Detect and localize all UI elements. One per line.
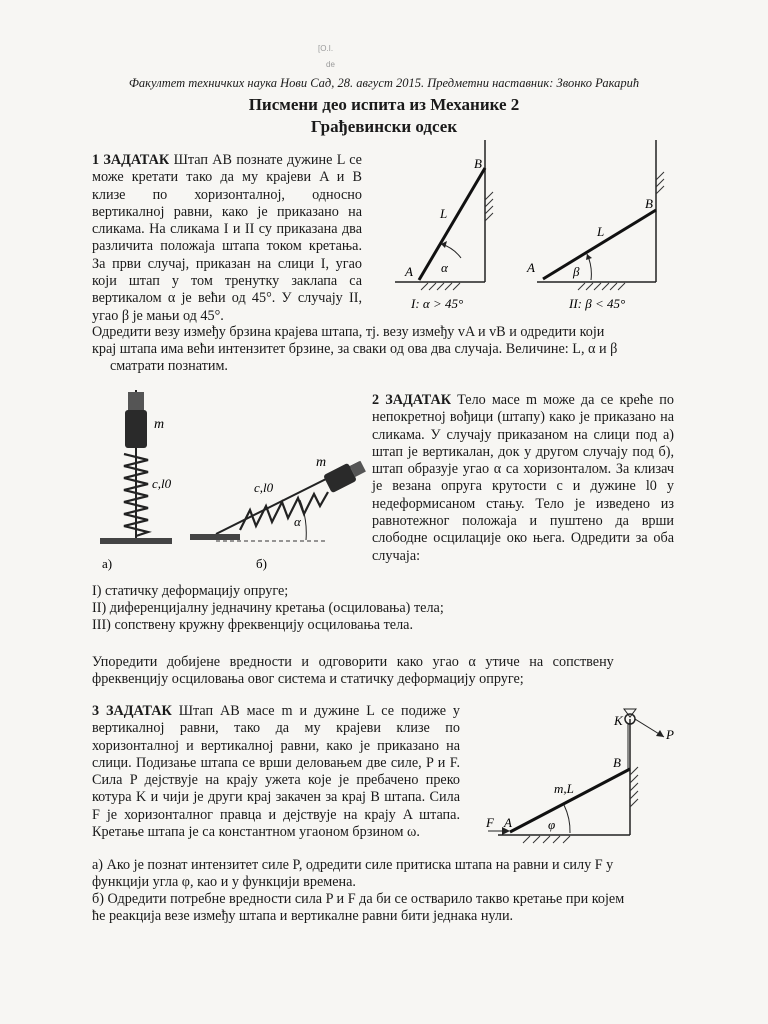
task3-body: Штап AB масе m и дужине L се подиже у вертикалној равни, тако да му крајеви клизе по хоризонталној и вертикалној равни, како је приказано на слици. Подизање штапа се врши деловањем две силе, P и F. Сила P дејствује на крају ужета које је пребачено преко котура K и чији је други крај закачен за крај B штапа. Сила F је хоризонталног правца и дејствује на крају A штапа. Кретање штапа је са константном угаоном брзином ω.	[92, 703, 460, 841]
fig3-label-ml: m,L	[554, 781, 574, 796]
fig1-label-a: A	[405, 264, 413, 279]
fig-a-mass: m	[154, 417, 165, 432]
fig1-label-l: L	[440, 206, 448, 221]
task2-body: Тело масе m може да се креће по непокретној вођици (штапу) како је приказано на сликама. У случају приказаном на слици под а) штап је вертикалан, док у другом случају под б), штап образује угао α са хоризонталом. За клизач је везана опруга крутости c и дужине l0 у недеформисаном стању. Тело је изведено из равнотежног положаја и пуштено да врши слободне осцилације око њега. Одредити за оба случаја:	[372, 392, 674, 564]
fig-a-spring: c,l0	[152, 476, 172, 491]
task2-heading: 2 ЗАДАТАК	[372, 392, 452, 408]
task1-line-1: Одредити везу између брзина крајева штапа, тј. везу између vA и vB и одредити који	[92, 324, 605, 340]
task1-line-2: крај штапа има већи интензитет брзине, за сваки од ова два случаја. Величине: L, α и β	[92, 341, 618, 357]
fig-a-caption: а)	[102, 556, 113, 571]
task2-item-1: I) статичку деформацију опруге;	[92, 583, 289, 599]
fig3-label-a: A	[504, 815, 512, 830]
task3-item-2: функцији угла φ, као и у функцији времена.	[92, 874, 356, 890]
task3-item-3: б) Одредити потребне вредности сила P и F да би се остварило такво кретање при којем	[92, 891, 625, 907]
task3-heading: 3 ЗАДАТАК	[92, 703, 172, 719]
fig3-label-k: K	[614, 713, 623, 728]
task1-body: Штап AB познате дужине L се може кретати тако да му крајеви A и B клизе по хоризонталној, односно вертикалној равни, како је приказано на сликама. На сликама I и II су приказана два различита положаја штапа током кретања. За први случај, приказан на слици I, угао који штап у том тренутку заклапа са вертикалом α је већи од 45°. У случају II, угао β је мањи од 45°.	[92, 152, 362, 324]
task1-line-3: сматрати познатим.	[110, 358, 228, 374]
fig-b-mass: m	[316, 455, 327, 470]
fig2-label-a: A	[527, 260, 535, 275]
fig2-angle: β	[573, 264, 580, 279]
task1-heading: 1 ЗАДАТАК	[92, 152, 170, 168]
fig2-caption: II: β < 45°	[569, 296, 626, 311]
fig-b-spring: c,l0	[254, 480, 274, 495]
fig-b-angle: α	[294, 514, 301, 529]
task3-item-1: а) Ако је познат интензитет силе P, одредити силе притиска штапа на равни и силу F у	[92, 857, 614, 873]
task3-text	[92, 703, 460, 841]
fig1-caption: I: α > 45°	[411, 296, 464, 311]
fig3-label-f: F	[486, 815, 494, 830]
fig2-label-b: B	[645, 196, 653, 211]
task3-figure	[470, 705, 690, 845]
fig3-angle: φ	[548, 817, 556, 832]
task1-text	[92, 152, 362, 325]
faculty-line: Факултет техничких наука Нови Сад, 28. август 2015. Предметни наставник: Звонко Ракарић	[128, 76, 640, 90]
task2-figure-b	[188, 440, 368, 580]
fig1-angle: α	[441, 260, 448, 275]
department-subtitle: Грађевински одсек	[310, 117, 458, 136]
fig2-label-l: L	[597, 224, 605, 239]
exam-title: Писмени део испита из Механике 2	[248, 95, 520, 114]
task2-figure-a	[98, 390, 178, 580]
task2-text	[372, 392, 674, 565]
fig3-label-b: B	[613, 755, 621, 770]
scan-mark-1: [O.I.	[318, 44, 334, 53]
task3-item-4: ће реакција везе између штапа и вертикалне равни бити једнака нули.	[92, 908, 514, 924]
scan-mark-2: de	[326, 60, 335, 69]
fig3-label-p: P	[666, 727, 674, 742]
task2-item-2: II) диференцијалну једначину кретања (осциловања) тела;	[92, 600, 444, 616]
task2-question-1: Упоредити добијене вредности и одговорити како угао α утиче на сопствену	[92, 654, 614, 670]
task2-item-3: III) сопствену кружну фреквенцију осциловања тела.	[92, 617, 413, 633]
task1-figure-2	[525, 140, 665, 315]
fig1-label-b: B	[474, 156, 482, 171]
task1-figure-1	[395, 140, 515, 315]
fig-b-caption: б)	[256, 556, 267, 571]
task2-question-2: фреквенцију осциловања овог система и статичку деформацију опруге;	[92, 671, 524, 687]
